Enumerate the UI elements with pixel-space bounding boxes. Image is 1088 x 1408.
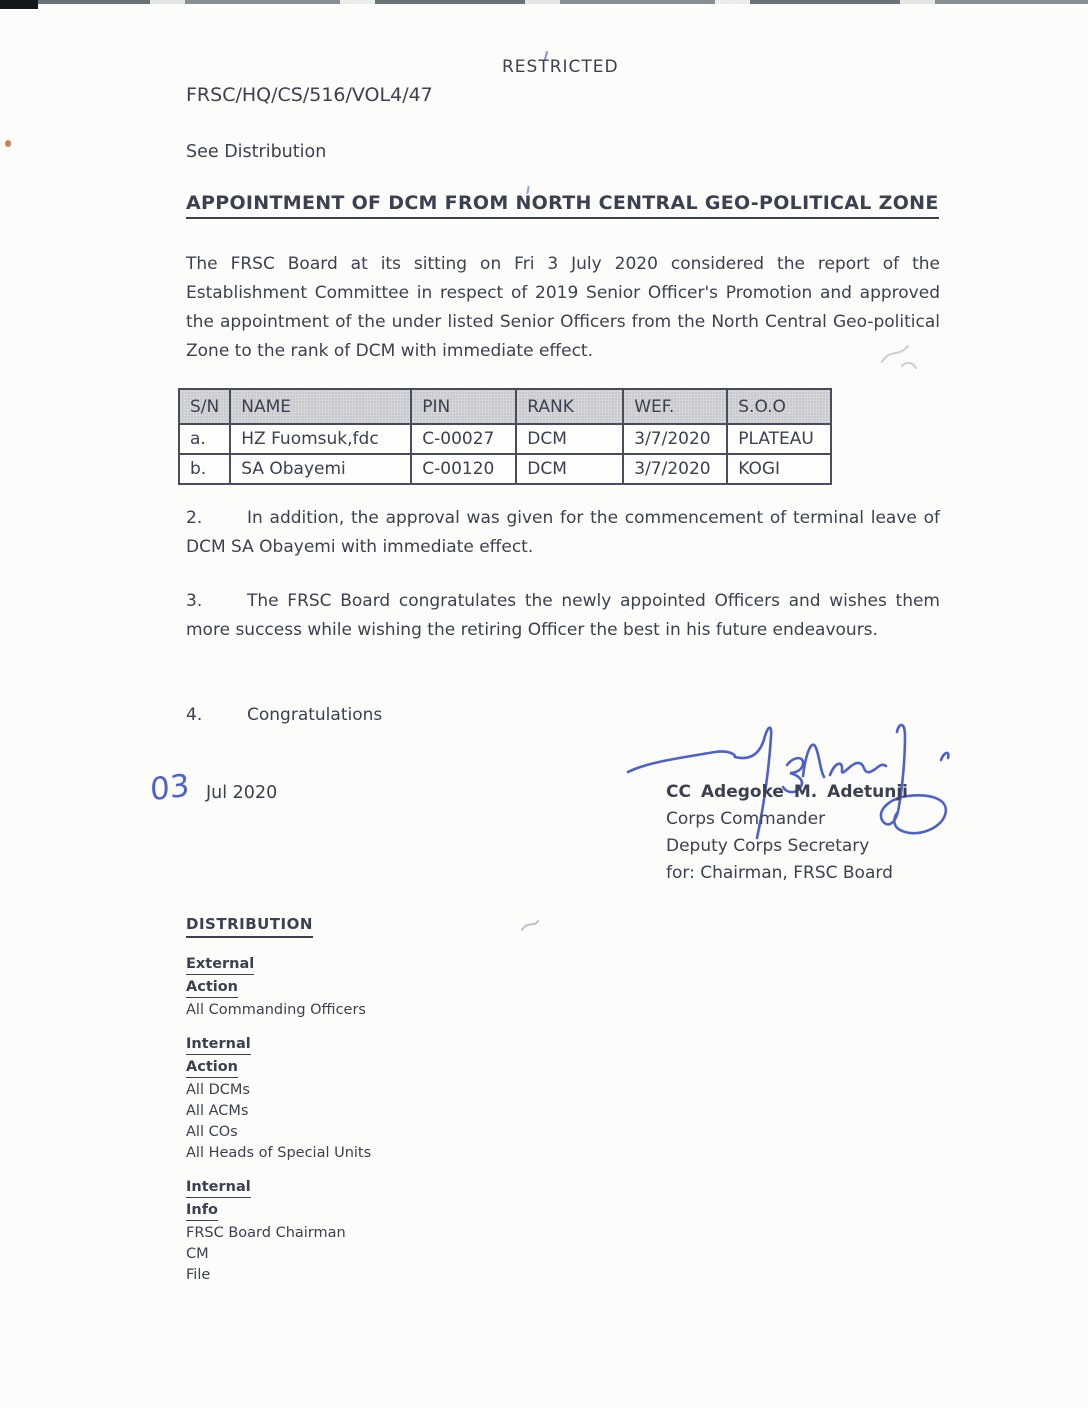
paragraph-number: 4. xyxy=(186,705,203,725)
table-row xyxy=(179,454,831,484)
scan-corner-artifact xyxy=(0,0,38,9)
header-rank: RANK xyxy=(516,389,623,424)
distribution-item: FRSC Board Chairman xyxy=(186,1225,346,1241)
distribution-external-action xyxy=(186,954,371,1021)
scan-speck xyxy=(5,140,11,147)
paragraph-4 xyxy=(186,701,940,730)
distribution-item: All Heads of Special Units xyxy=(186,1145,372,1161)
distribution-group: Internal xyxy=(186,1035,251,1055)
header-sn: S/N xyxy=(179,389,230,424)
handwritten-day: 03 xyxy=(149,767,190,809)
distribution-category: Info xyxy=(186,1201,218,1221)
distribution-category: Action xyxy=(186,1058,238,1078)
distribution-item: File xyxy=(186,1267,211,1283)
cell-pin: C-00120 xyxy=(411,454,516,484)
cell-soo: PLATEAU xyxy=(727,424,831,454)
document-title-row xyxy=(186,192,939,219)
paragraph-text: The FRSC Board congratulates the newly appointed Officers and wishes them more success while wishing the retiring Officer the best in his future endeavours. xyxy=(186,591,940,640)
signatory-block xyxy=(666,779,908,887)
distribution-item: All DCMs xyxy=(186,1082,250,1098)
distribution-section xyxy=(186,914,371,1299)
classification-header: RESTRICTED xyxy=(502,57,619,77)
distribution-category: Action xyxy=(186,978,238,998)
distribution-internal-action xyxy=(186,1034,371,1164)
paragraph-number: 3. xyxy=(186,591,203,611)
distribution-group: Internal xyxy=(186,1178,251,1198)
table-row xyxy=(179,424,831,454)
salutation: See Distribution xyxy=(186,142,327,162)
cell-sn: a. xyxy=(179,424,230,454)
cell-wef: 3/7/2020 xyxy=(623,424,727,454)
distribution-item: All Commanding Officers xyxy=(186,1002,366,1018)
cell-pin: C-00027 xyxy=(411,424,516,454)
scan-top-edge-artifact xyxy=(0,0,1088,4)
cell-name: SA Obayemi xyxy=(230,454,411,484)
header-pin: PIN xyxy=(411,389,516,424)
officers-table xyxy=(178,388,832,485)
signatory-title: Deputy Corps Secretary xyxy=(666,836,870,856)
signatory-title: Corps Commander xyxy=(666,809,826,829)
intro-paragraph: The FRSC Board at its sitting on Fri 3 July 2020 considered the report of the Establishment Committee in respect of 2019 Senior Officer's Promotion and approved the appointment of the under listed Senior Officers from the North Central Geo-political Zone to the rank of DCM with immediate effect. xyxy=(186,254,940,361)
paragraph-number: 2. xyxy=(186,508,203,528)
paragraph-3 xyxy=(186,587,940,645)
cell-sn: b. xyxy=(179,454,230,484)
paragraph-2 xyxy=(186,504,940,562)
cell-name: HZ Fuomsuk,fdc xyxy=(230,424,411,454)
signatory-for: for: Chairman, FRSC Board xyxy=(666,863,893,883)
cell-rank: DCM xyxy=(516,424,623,454)
distribution-internal-info xyxy=(186,1177,371,1286)
cell-wef: 3/7/2020 xyxy=(623,454,727,484)
header-name: NAME xyxy=(230,389,411,424)
distribution-item: All ACMs xyxy=(186,1103,249,1119)
signatory-name: CC Adegoke M. Adetunji xyxy=(666,782,909,802)
paragraph-text: In addition, the approval was given for the commencement of terminal leave of DCM SA Obayemi with immediate effect. xyxy=(186,508,940,557)
distribution-heading: DISTRIBUTION xyxy=(186,914,313,938)
distribution-item: CM xyxy=(186,1246,209,1262)
reference-number: FRSC/HQ/CS/516/VOL4/47 xyxy=(186,84,433,106)
header-wef: WEF. xyxy=(623,389,727,424)
cell-soo: KOGI xyxy=(727,454,831,484)
table-header-row xyxy=(179,389,831,424)
cell-rank: DCM xyxy=(516,454,623,484)
scan-smudge xyxy=(518,916,542,936)
date-line xyxy=(149,767,190,830)
date-printed: Jul 2020 xyxy=(206,783,278,803)
distribution-item: All COs xyxy=(186,1124,238,1140)
distribution-group: External xyxy=(186,955,254,975)
paragraph-text: Congratulations xyxy=(247,705,383,725)
document-title: APPOINTMENT OF DCM FROM NORTH CENTRAL GEO-POLITICAL ZONE xyxy=(186,192,939,219)
header-soo: S.O.O xyxy=(727,389,831,424)
